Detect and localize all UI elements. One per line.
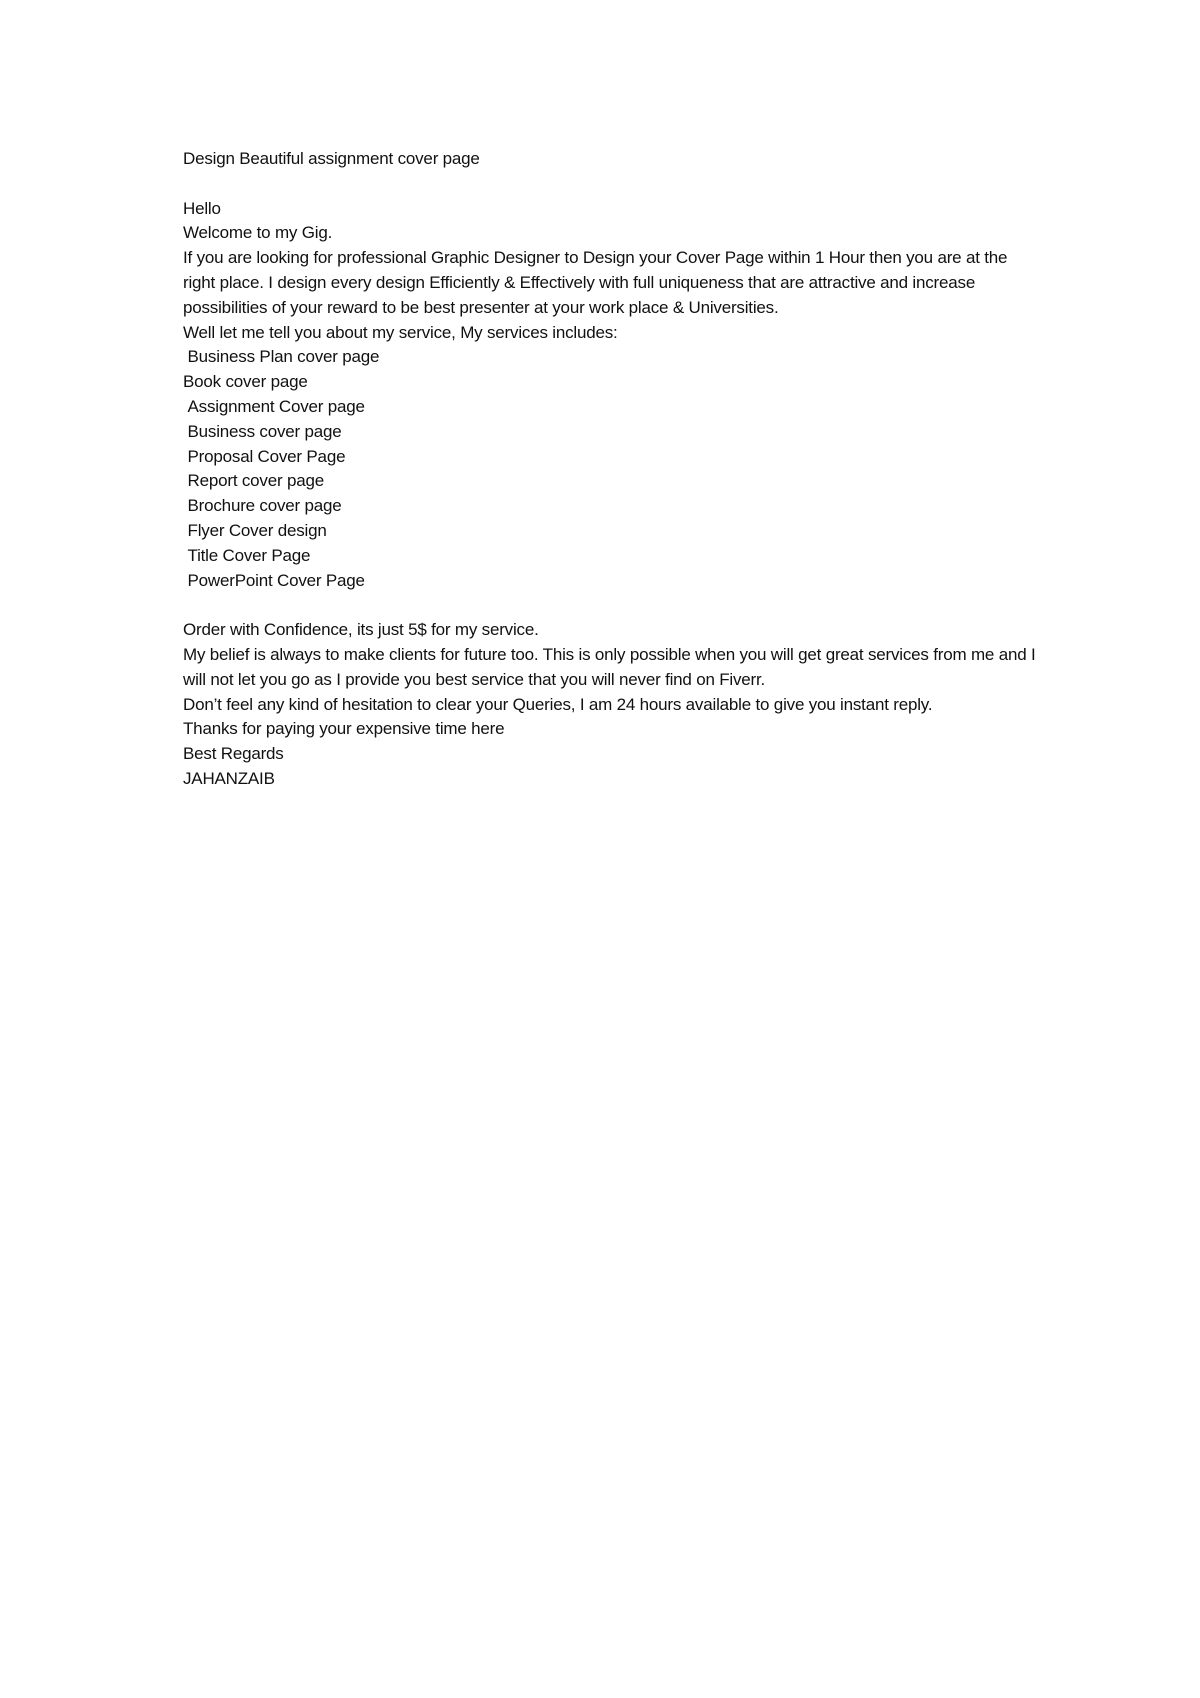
greeting-line: Hello — [183, 198, 221, 218]
blank-line — [183, 593, 1043, 618]
signature-line: JAHANZAIB — [183, 768, 275, 788]
service-item: Report cover page — [183, 471, 324, 491]
thanks-line: Thanks for paying your expensive time here — [183, 719, 505, 739]
service-item: Book cover page — [183, 372, 308, 392]
welcome-line: Welcome to my Gig. — [183, 223, 333, 243]
belief-paragraph: My belief is always to make clients for future too. This is only possible when you will get great services from me and I will not let you go as I provide you best service that you will never find on Fiverr. — [183, 644, 1036, 689]
service-item: Assignment Cover page — [183, 396, 365, 416]
hesitation-paragraph: Don’t feel any kind of hesitation to clear your Queries, I am 24 hours available to give you instant reply. — [183, 694, 933, 714]
services-intro-line: Well let me tell you about my service, My services includes: — [183, 322, 618, 342]
service-item: Brochure cover page — [183, 496, 342, 516]
service-item: Title Cover Page — [183, 545, 311, 565]
blank-line — [183, 172, 1043, 197]
service-item: PowerPoint Cover Page — [183, 570, 365, 590]
intro-paragraph: If you are looking for professional Graphic Designer to Design your Cover Page within 1 Hour then you are at the right place. I design every design Efficiently & Effectively with full uniqueness that are attractive and increase possibilities of your reward to be best presenter at your work place & Universities. — [183, 248, 1008, 317]
service-item: Business cover page — [183, 421, 342, 441]
document-body — [183, 147, 1043, 792]
service-item: Flyer Cover design — [183, 520, 327, 540]
document-title: Design Beautiful assignment cover page — [183, 149, 480, 168]
service-item: Proposal Cover Page — [183, 446, 346, 466]
service-item: Business Plan cover page — [183, 347, 380, 367]
order-line: Order with Confidence, its just 5$ for my service. — [183, 620, 539, 640]
regards-line: Best Regards — [183, 744, 284, 764]
